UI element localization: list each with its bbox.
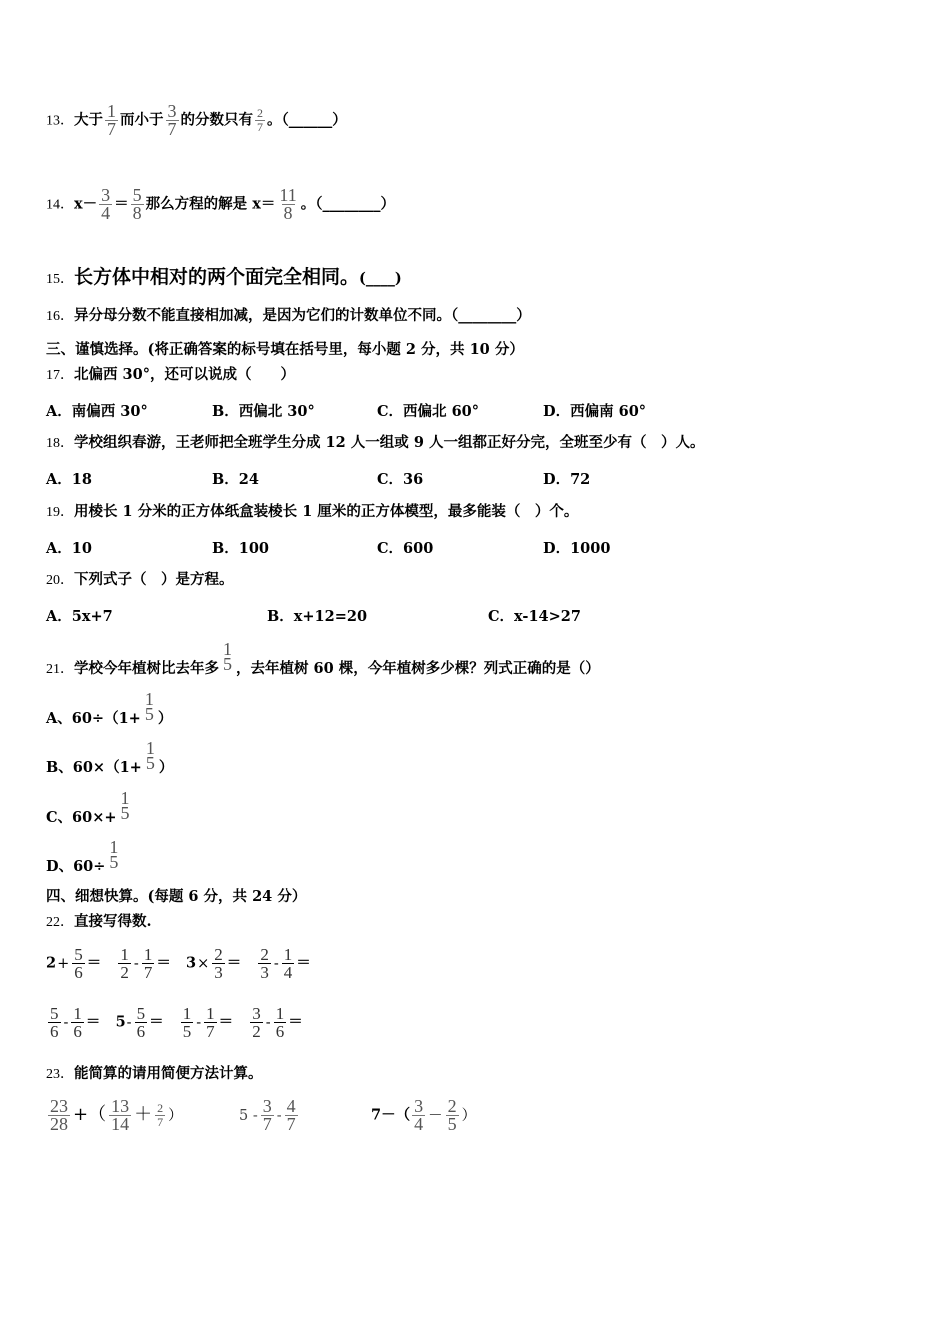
section-4-heading: 四、细想快算。(每题 6 分，共 24 分） [46, 888, 307, 905]
fraction: $\frac{3}{2}$ [252, 1004, 261, 1041]
option-a: A．5x+7 [46, 608, 113, 625]
fraction: $\frac{2}{7}$ [157, 1101, 164, 1129]
option-a: A．南偏西 30° [46, 403, 148, 420]
fraction: $\frac{4}{7}$ [286, 1096, 296, 1134]
fraction: $\frac{1}{6}$ [275, 1004, 285, 1041]
calc-row-2: $\frac{5}{6}$ - $\frac{1}{6}$ ＝ 5- $\frac{5}{6}$ ＝ $\frac{1}{5}$ - $\frac{1}{7}$ ＝ $\frac{3}{2}$ - $\frac{1}{6}$ ＝ [50, 1004, 303, 1041]
fraction: $\frac{5}{8}$ [132, 185, 142, 223]
answer-blank: 。（________） [300, 195, 395, 213]
option-b: B．24 [212, 471, 259, 488]
fraction: $\frac{2}{3}$ [214, 945, 223, 982]
answer-blank: 。（______） [267, 111, 347, 129]
calc-expr-1: $\frac{23}{28}$ +（ $\frac{13}{14}$ ＋ $\frac{2}{7}$ ） [50, 1096, 183, 1134]
calc-expr-2: 5 - $\frac{3}{7}$ - $\frac{4}{7}$ [239, 1096, 296, 1134]
fraction: $\frac{5}{6}$ [74, 945, 83, 982]
calc-row-1: 2+ $\frac{5}{6}$ ＝ $\frac{1}{2}$ - $\frac{1}{7}$ ＝ 3× $\frac{2}{3}$ ＝ $\frac{2}{3}$ - $\frac{1}{4}$ ＝ [46, 945, 311, 982]
question-14: 14．x－ $\frac{3}{4}$ ＝ $\frac{5}{8}$ 那么方程的解是 x＝ $\frac{11}{8}$ 。（________） [46, 185, 395, 223]
fraction: $\frac{1}{4}$ [283, 945, 293, 982]
option-d: D．西偏南 60° [543, 403, 647, 420]
question-13: 13．大于 $\frac{1}{7}$ 而小于 $\frac{3}{7}$ 的分数只有 $\frac{2}{7}$ 。（______） [46, 101, 347, 139]
fraction: $\frac{1}{5}$ [182, 1004, 192, 1041]
fraction: $\frac{1}{7}$ [107, 101, 116, 139]
fraction: $\frac{3}{4}$ [414, 1096, 424, 1134]
question-18: 18．学校组织春游，王老师把全班学生分成 12 人一组或 9 人一组都正好分完，全班至少有（ ）人。 [46, 434, 705, 451]
fraction: 1 5 [109, 837, 119, 872]
fraction: $\frac{11}{8}$ [279, 185, 297, 223]
fraction: $\frac{3}{4}$ [101, 185, 111, 223]
fraction: $\frac{1}{7}$ [143, 945, 153, 982]
question-15: 15．长方体中相对的两个面完全相同。(____) [46, 266, 402, 288]
fraction: 1 5 [144, 689, 154, 724]
section-3-heading: 三、谨慎选择。(将正确答案的标号填在括号里，每小题 2 分，共 10 分） [46, 341, 524, 358]
option-c: C．x-14>27 [488, 608, 581, 625]
fraction: $\frac{2}{3}$ [260, 945, 269, 982]
question-19: 19．用棱长 1 分米的正方体纸盒装棱长 1 厘米的正方体模型，最多能装（ ）个。 [46, 503, 579, 520]
fraction: $\frac{3}{7}$ [167, 101, 177, 139]
question-21: 21．学校今年植树比去年多 1 5 ，去年植树 60 棵，今年植树多少棵？列式正确的是（） [46, 639, 600, 677]
question-22: 22．直接写得数. [46, 913, 152, 930]
fraction: 1 5 [120, 788, 130, 823]
fraction: $\frac{5}{6}$ [136, 1004, 146, 1041]
option-b: B．x+12=20 [267, 608, 368, 625]
question-17: 17．北偏西 30°，还可以说成（ ） [46, 366, 295, 383]
option-d: D．72 [543, 471, 591, 488]
fraction: $\frac{13}{14}$ [111, 1096, 130, 1134]
option-c: C、60×+ 1 5 [46, 788, 130, 826]
option-a: A．10 [46, 540, 92, 557]
fraction: $\frac{3}{7}$ [262, 1096, 272, 1134]
answer-blank: (____) [359, 270, 402, 287]
fraction: $\frac{1}{2}$ [120, 945, 129, 982]
fraction: $\frac{1}{6}$ [73, 1004, 82, 1041]
fraction: 1 5 [223, 639, 232, 674]
option-c: C．600 [377, 540, 434, 557]
fraction: $\frac{2}{7}$ [257, 106, 263, 134]
option-a: A．18 [46, 471, 92, 488]
calc-expr-3: 7－（ $\frac{3}{4}$ － $\frac{2}{5}$ ） [371, 1096, 477, 1134]
fraction: 1 5 [145, 738, 155, 773]
fraction: $\frac{2}{5}$ [447, 1096, 457, 1134]
question-16: 16．异分母分数不能直接相加减，是因为它们的计数单位不同。（________） [46, 307, 531, 324]
option-b: B、60×（1+ 1 5 ） [46, 738, 174, 776]
option-c: C．36 [377, 471, 424, 488]
question-23: 23．能简算的请用简便方法计算。 [46, 1065, 263, 1082]
fraction: $\frac{23}{28}$ [50, 1096, 68, 1134]
option-c: C．西偏北 60° [377, 403, 480, 420]
option-b: B．西偏北 30° [212, 403, 315, 420]
option-d: D．1000 [543, 540, 611, 557]
fraction: $\frac{1}{7}$ [206, 1004, 215, 1041]
question-20: 20．下列式子（ ）是方程。 [46, 571, 234, 588]
q-number: 13． [46, 113, 74, 129]
option-a: A、60÷（1+ 1 5 ） [46, 689, 173, 727]
fraction: $\frac{5}{6}$ [50, 1004, 59, 1041]
option-d: D、60÷ 1 5 [46, 837, 119, 875]
option-b: B．100 [212, 540, 270, 557]
